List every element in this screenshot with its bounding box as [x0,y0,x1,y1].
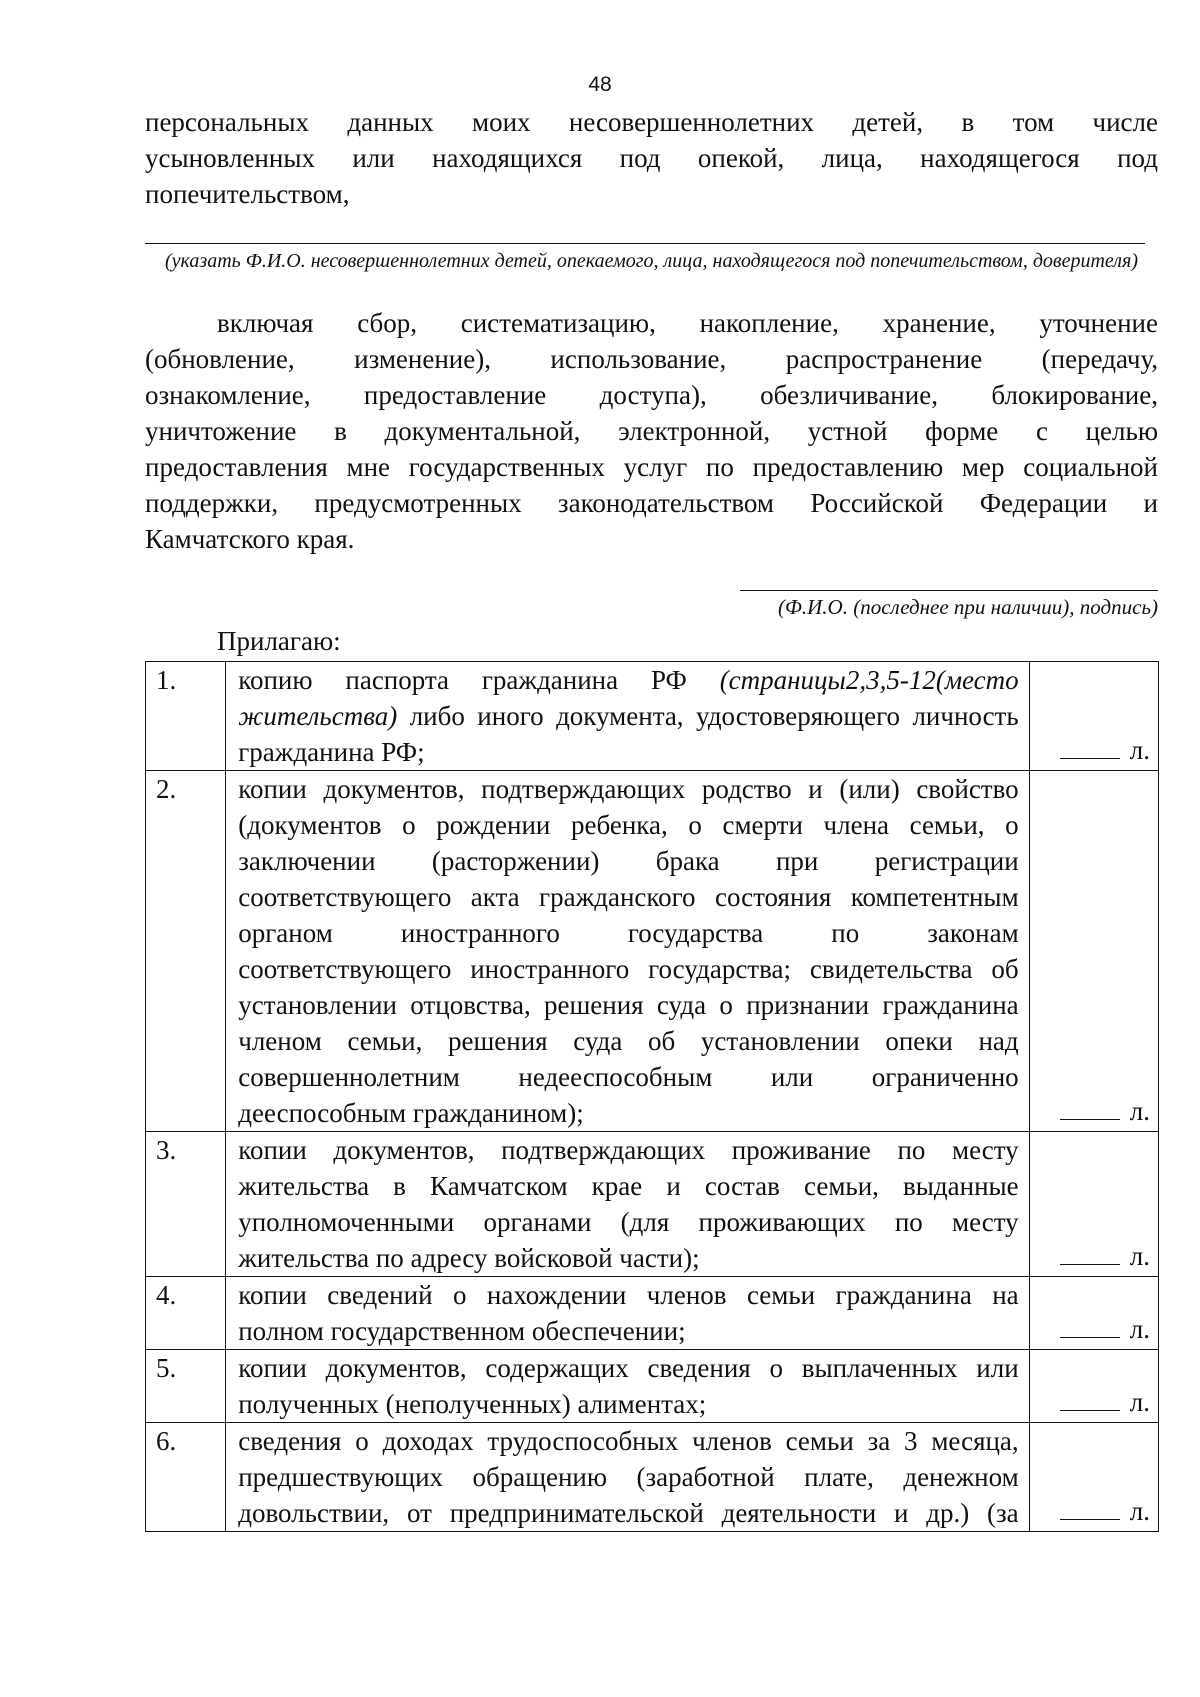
text: копии документов, подтверждающих родство и (или) свойство [238,774,1019,804]
text: копии сведений о нахождении членов семьи гражданина на [238,1280,1019,1310]
processing-line-7: Камчатского края. [145,524,355,554]
text: дееспособным гражданином); [238,1098,584,1128]
attachment-description-line [238,771,1018,807]
sheets-count-blank[interactable] [1060,1097,1120,1120]
attachment-row [146,771,1159,1132]
text: органом иностранного государства по законам [238,918,1019,948]
attachment-row [146,1132,1159,1277]
sheets-unit: л. [1129,1387,1150,1417]
text: жительства по адресу войсковой части); [238,1243,700,1273]
attachment-row [146,1277,1159,1350]
attachments-label: Прилагаю: [217,626,341,656]
attachment-description-line [238,1423,1018,1459]
page-number: 48 [588,73,612,96]
attachment-sheets-cell [1029,1132,1158,1277]
text: довольствии, от предпринимательской деятельности и др.) (за [238,1498,1019,1528]
attachment-description-line [238,1313,1018,1349]
text: копии документов, содержащих сведения о выплаченных или [238,1353,1019,1383]
text: сведения о доходах трудоспособных членов семьи за 3 месяца, [238,1426,1019,1456]
sheets-count-blank[interactable] [1060,1497,1120,1520]
children-caption: (указать Ф.И.О. несовершеннолетних детей, опекаемого, лица, находящегося под попечительством, доверителя) [165,250,1138,272]
signature-caption-block [600,595,1158,620]
attachment-description-line [238,1132,1018,1168]
consent-intro-line-2: усыновленных или находящихся под опекой, лица, находящегося под [145,143,1158,173]
attachments-table [145,661,1159,1532]
attachment-description-line [238,1059,1018,1095]
attachment-description-line [238,1168,1018,1204]
attachment-description [226,662,1029,771]
signature-line [740,590,1158,591]
sheets-unit: л. [1129,1496,1150,1526]
processing-line-2: (обновление, изменение), использование, распространение (передачу, [145,344,1158,374]
processing-line-5: предоставления мне государственных услуг по предоставлению мер социальной [145,452,1158,482]
text: либо иного документа, удостоверяющего личность [397,701,1019,731]
sheets-count-blank[interactable] [1060,1315,1120,1338]
attachment-sheets-cell [1029,662,1158,771]
attachment-description-line [238,915,1018,951]
text: заключении (расторжении) брака при регистрации [238,846,1019,876]
text: совершеннолетним недееспособным или ограниченно [238,1062,1019,1092]
attachment-description-line [238,951,1018,987]
text: полном государственном обеспечении; [238,1316,686,1346]
attachment-sheets-cell [1029,771,1158,1132]
attachment-description [226,1277,1029,1350]
text: копии документов, подтверждающих проживание по месту [238,1135,1019,1165]
attachment-sheets-cell [1029,1423,1158,1532]
text: членом семьи, решения суда об установлении опеки над [238,1026,1019,1056]
attachment-description-line [238,807,1018,843]
attachment-description [226,1350,1029,1423]
processing-text-block [145,305,1158,557]
attachment-description [226,1423,1029,1532]
processing-line-4: уничтожение в документальной, электронной, устной форме с целью [145,416,1158,446]
italic-text: (страницы2,3,5-12(место [719,665,1019,695]
attachment-sheets-cell [1029,1350,1158,1423]
attachment-number: 5. [146,1350,226,1423]
sheets-count-blank[interactable] [1060,736,1120,759]
sheets-unit: л. [1129,735,1150,765]
processing-line-3: ознакомление, предоставление доступа), обезличивание, блокирование, [145,380,1158,410]
attachment-description-line [238,734,1018,770]
text: установлении отцовства, решения суда о признании гражданина [238,990,1019,1020]
attachment-description-line [238,879,1018,915]
attachment-description-line [238,662,1018,698]
sheets-count-blank[interactable] [1060,1388,1120,1411]
text: гражданина РФ; [238,737,425,767]
processing-line-6: поддержки, предусмотренных законодательством Российской Федерации и [145,488,1158,518]
signature-caption: (Ф.И.О. (последнее при наличии), подпись) [778,595,1158,619]
text: копию паспорта гражданина РФ [238,665,720,695]
attachment-description-line [238,1023,1018,1059]
attachment-row [146,1423,1159,1532]
attachment-number: 6. [146,1423,226,1532]
attachment-description [226,1132,1029,1277]
text: жительства в Камчатском крае и состав семьи, выданные [238,1171,1019,1201]
attachment-description-line [238,843,1018,879]
children-names-line [145,243,1145,244]
attachment-description-line [238,1495,1018,1531]
text: соответствующего иностранного государства; свидетельства об [238,954,1019,984]
text: полученных (неполученных) алиментах; [238,1389,707,1419]
attachment-row [146,1350,1159,1423]
attachment-description [226,771,1029,1132]
attachment-row [146,662,1159,771]
attachment-number: 4. [146,1277,226,1350]
attachment-description-line [238,1204,1018,1240]
text: уполномоченными органами (для проживающих по месту [238,1207,1019,1237]
attachment-number: 2. [146,771,226,1132]
attachment-number: 3. [146,1132,226,1277]
text: (документов о рождении ребенка, о смерти члена семьи, о [238,810,1019,840]
attachment-description-line [238,1386,1018,1422]
sheets-unit: л. [1129,1314,1150,1344]
children-caption-block [145,249,1158,274]
attachment-description-line [238,1350,1018,1386]
attachment-description-line [238,1277,1018,1313]
attachment-number: 1. [146,662,226,771]
text: предшествующих обращению (заработной плате, денежном [238,1462,1019,1492]
attachment-description-line [238,1240,1018,1276]
attachment-description-line [238,1459,1018,1495]
consent-intro-block [145,104,1158,212]
attachment-sheets-cell [1029,1277,1158,1350]
attachment-description-line [238,698,1018,734]
consent-intro-line-1: персональных данных моих несовершеннолетних детей, в том числе [145,107,1158,137]
attachment-description-line [238,987,1018,1023]
processing-line-1: включая сбор, систематизацию, накопление, хранение, уточнение [217,308,1158,338]
italic-text: жительства) [238,701,398,731]
sheets-unit: л. [1129,1241,1150,1271]
consent-intro-line-3: попечительством, [145,179,350,209]
sheets-unit: л. [1129,1096,1150,1126]
text: соответствующего акта гражданского состояния компетентным [238,882,1019,912]
attachment-description-line [238,1095,1018,1131]
sheets-count-blank[interactable] [1060,1242,1120,1265]
